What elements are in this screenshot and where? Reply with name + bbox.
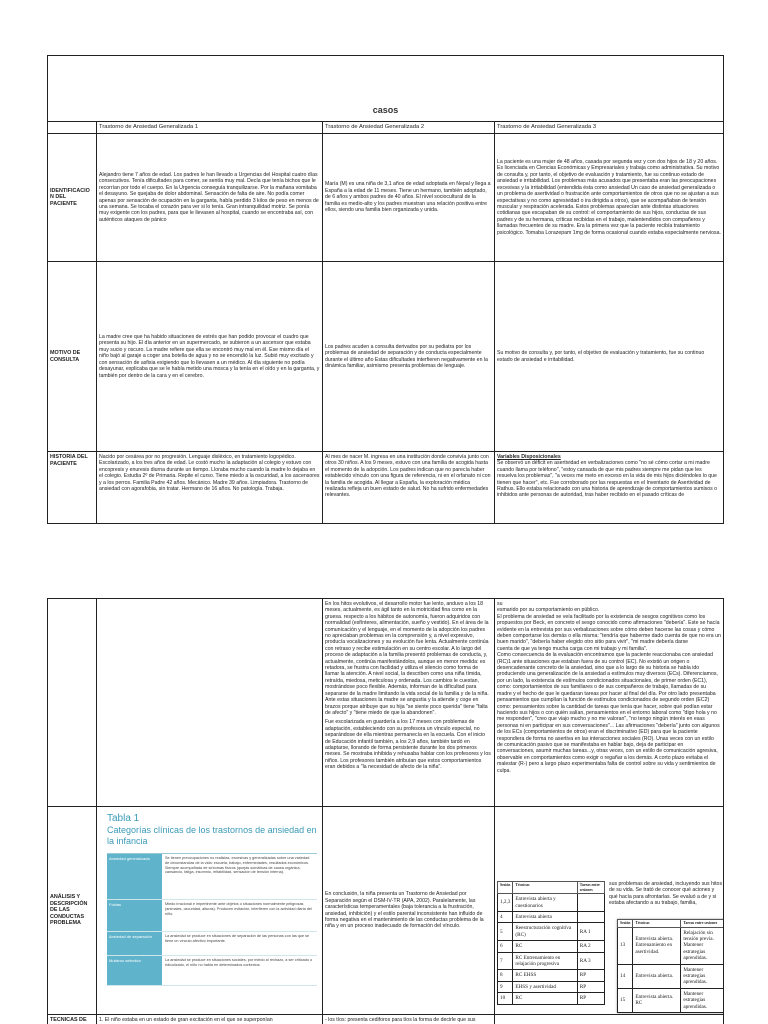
table-1-category: Mutismo selectivo [107,956,162,985]
page-gap [0,560,768,590]
row-label-tecnicas: TECNICAS DE [48,1015,97,1024]
column-header-case-2: Trastorno de Ansiedad Generalizada 2 [323,122,495,134]
table-row: 9 EHSS y asertividad RP [498,981,605,992]
table-row: 5 Reestructuración cognitiva (RC) RA 1 [498,923,605,941]
table-1-category: Fobias [107,900,162,931]
table-1-category: Ansiedad de separación [107,932,162,955]
table-1-description: Se tienen preocupaciones no realistas, excesivas y generalizadas sobre una variedad de circunstancias de la vida: escuela, trabajo, enfermedades, resultados económicos. Siempre acompañada de síntomas físicos (quejas somáticas de causa orgánica, cansancio, fatiga, insomnio, irritabilidad, sensación de tensión interna). [165,856,310,875]
cell-historia-case-3 [495,452,724,524]
table-1-image [99,809,320,1009]
document-page-2 [0,590,768,1024]
cases-table [47,55,724,524]
row-label-identificacion: IDENTIFICACIO N DEL PACIENTE [48,134,97,262]
cell-analisis-case-1 [97,807,323,1015]
table-row: 10 RC RP [498,993,605,1004]
sessions-table-1-header: Tareas entre sesiones [577,882,604,894]
cell-motivo-case-2: Los padres acuden a consulta derivados por su pediatra por los problemas de ansiedad de separación y de conducta especialmente durante el último año Estas dificultades interfieren negativamente en la dinámica familiar, asimismo presenta problemas de lenguaje. [323,262,495,452]
cell-identificacion-case-3: La paciente es una mujer de 48 años, casada por segunda vez y con dos hijos de 18 y 20 años. Es licenciada en Ciencias Económicas y Empresariales y trabaja como administrativa. Su motivo de consulta y, por tanto, el objetivo de evaluación y tratamiento, fue su continuo estado de ansiedad e irritabilidad. Los problemas más acusados que presentaba eran las preocupaciones excesivas y la irritabilidad (entendida ésta como ansiedad Un caso de ansiedad generalizada o un problema de asertividad o frustración ante comportamientos de otros que no se ajustan a sus expectativas y no como agresividad o ira dirigida a otros), que se acompañaban de tensión muscular y respiración acelerada. Estos problemas aparecían ante distintas situaciones cotidianas que escapaban de su control: el comportamiento de sus hijos, conductas de sus padres y de su hermana, críticas recibidas en el trabajo, malentendidos con compañeros y llamadas frecuentes de su madre. Era la primera vez que la paciente recibía tratamiento psicológico. Tomaba Lorazepam 1mg de forma ocasional cuando estaba especialmente nerviosa. [495,134,724,262]
table-row: 6 RC RA 2 [498,941,605,952]
table-1-title: Tabla 1 [107,813,140,824]
cell-historia-cont-case-1 [97,599,323,807]
table-1-row [107,900,317,932]
table-1-grid [107,853,317,986]
table-row: 4 Entrevista abierta [498,912,605,923]
historia-case-3-text: Se observó un déficit en asertividad en verbalizaciones como "no sé cómo cortar a mi madre cuando llama por teléfono", "estoy cansada de que mis padres siempre me pidan que les resuelva los problemas", "a veces me meto en exceso en la vida de mis hijos diciéndoles lo que tienen que hacer", etc. Fue corroborado por las respuestas en el Inventario de Asertividad de Rathus. Ello estaba relacionado con una historia de aprendizaje de comportamientos sumisos o inhibidos ante personas de autoridad, tras haber recibido en el pasado críticas de [497,460,718,499]
sessions-table-2-header: Tareas entre sesiones [681,920,724,928]
cell-tecnicas-case-3 [495,1015,724,1024]
analisis-case-3-text: sus problemas de ansiedad, incluyendo sus hitos de su vida. Se trató de conocer qué aciones y qué hacía para afrontarlas. Se evaluó a de y si estaba afectando a su trabajo, familia, [609,881,723,907]
historia-case-3-subtitle: Variables Disposicionales [497,454,561,460]
corner-cell [48,122,97,134]
row-label-historia: HISTORIA DEL PACIENTE [48,452,97,524]
cell-historia-case-1: Nacido por cesárea por no progresión. Lenguaje disléxico, en tratamiento logopédico. Escolarizado, a los tres años de edad. Le costó mucho la adaptación al colegio y estuvo con encopresis y enuresis diurna durante un tiempo. Lloraba mucho cuando la madre lo dejaba en el colegio. Estudia 2º de Primaria. Repite el curso. Tiene miedo a la oscuridad, a los ascensores y a los perros. Familia Padre 42 años. Mecánico. Madre 39 años. Limpiadora. Trastorno de ansiedad con agorafobia, sin tratar. Hermano de 16 años. No patología. Trabaja. [97,452,323,524]
cases-table-continued [47,598,724,1024]
cell-motivo-case-3: Su motivo de consulta y, por tanto, el objetivo de evaluación y tratamiento, fue su continuo estado de ansiedad e irritabilidad. [495,262,724,452]
table-row: 8 RC EHSS RP [498,970,605,981]
row-label-historia-cont [48,599,97,807]
sessions-table-2 [617,919,724,1013]
cell-tecnicas-case-2: - los tíos: presenta cediforos para tíos la forma de decirle que sus [323,1015,495,1024]
table-row: 13 Entrevista abierta. Entrenamiento en asertividad. Relajación sin tensión previa. Mantener estrategias aprendidas. [618,927,724,964]
cell-analisis-case-3 [495,807,724,1015]
sessions-table-2-header: Sesión [618,920,633,928]
sessions-table-1-header: Sesión [498,882,513,894]
table-1-category: Ansiedad generalizada [107,854,162,899]
historia-cont-case-2-p2: Fue escolarizada en guardería a los 17 meses con problemas de adaptación, estableciendo con su profesora un vínculo especial, no separándose de ella mientras permanecía en la escuela. Con el inicio de Educación infantil también, a los 2,9 años, también tardó en adaptarse, llorando de forma persistente durante los dos primeros meses. Se mostraba inhibida y rehusaba hablar con los profesores y los niños. Los profesores también atribuían que estos comportamientos eran debidos a "la necesidad de afecto de la niña". [325,719,491,771]
table-1-row [107,932,317,956]
historia-cont-case-2-p1: En los hitos evolutivos, el desarrollo motor fue lento, anduvo a los 18 meses, actualmente, es ágil tanto en la motricidad fina como en la gruesa. respecto a los hábitos de autonomía, fueron adquiridos con normalidad (esfínteres, alimentación, sueño y vestido). En el área de la comunicación y el lenguaje, en el momento de la adopción los padres no apreciaban problemas en la comprensión y, a nivel expresivo, producía vocalizaciones y su evolución fue lenta. Actualmente continúa con retraso y recibe estimulación en su centro escolar. A lo largo del proceso de adaptación a la familia presentó problemas de conducta, y, actualmente, continúa manifestándolos, aunque en menor medida: es retadora, se frustra con facilidad y utiliza el silencio como forma de llamar la atención. A nivel social, la describen como una niña tímida, retraída, miedosa, meticulosa y ordenada. Los cambios le cuestan, mostrándose poco flexible. Además, informan de la dificultad para separarse de la madre limitando la vida social de la familia y de la niña. Ante estas situaciones la madre se angustia y la atiende y coge en brazos porque atribuye que su hija "se siente poco querida" tiene "falta de afecto" y "tiene miedo de que la abandonen". [325,601,489,716]
table-1-description: La ansiedad se produce en situaciones sociales, por miedo al rechazo, a ser criticado o ridiculizado, el niño no habla en determinados contextos. [165,958,313,967]
table-row: 15 Entrevista abierta. RC Mantener estrategias aprendidas. [618,988,724,1012]
column-header-case-1: Trastorno de Ansiedad Generalizada 1 [97,122,323,134]
cell-analisis-case-2: En conclusión, la niña presenta un Trastorno de Ansiedad por Separación según el DSM-IV-TR (APA, 2002). Paralelamente, las características temperamentales (baja tolerancia a la frustración, ansiedad, inhibición) y el estilo parental inconsistente han influido de forma negativa en el mantenimiento de las conductas problema de la niña y en un proceso inadecuado de formación del vínculo. [323,807,495,1015]
row-label-motivo: MOTIVO DE CONSULTA [48,262,97,452]
table-row: 1,2,3 Entrevista abierta y cuestionarios [498,894,605,912]
cell-tecnicas-case-1: 1. El niño estaba en un estado de gran excitación en el que se superponían [97,1015,323,1024]
sessions-table-1 [497,881,605,1005]
column-header-case-3: Trastorno de Ansiedad Generalizada 3 [495,122,724,134]
table-1-row [107,956,317,986]
cell-motivo-case-1: La madre cree que ha habido situaciones de estrés que han podido provocar el cuadro que presenta su hijo. El día anterior en un supermercado, se subieron a un ascensor que estaba muy sucio y oscuro. La madre refiere que ella se encontró muy mal en él. Ese mismo día el niño bajó al garaje a coger una botella de agua y no se encendió la luz. Subió muy excitado y con sensación de asfixia exigiendo que lo llevasen a un médico. Al día siguiente no podía desayunar, explicaba que se le había metido una mosca y la tenía en el oído y en la garganta, y también por dentro de la cara y en el cerebro. [97,262,323,452]
table-1-subtitle: Categorías clínicas de los trastornos de ansiedad en la infancia [107,825,317,846]
cell-historia-case-2: Al mes de nacer M. ingresa en una institución donde convivía junto con otros 30 niños. A los 9 meses, estuvo con una familia de acogida hasta el momento de la adopción. Los padres indican que no parecía haber establecido vínculo con una figura de referencia, ni en el orfanato ni con la familia de acogida. Al llegar a España, la exploración médica realizada refleja un buen estado de salud. No ha sufrido enfermedades relevantes. [323,452,495,524]
table-1-description: La ansiedad se produce en situaciones de separación de las personas con las que se tiene un vínculo afectivo importante. [165,934,310,943]
table-1-row [107,854,317,900]
cell-identificacion-case-2: María (M) es una niña de 3,1 años de edad adoptada en Nepal y llega a España a la edad de 11 meses. Tiene un hermano, también adoptado, de 6 años y ambos padres de 40 años. El nivel sociocultural de la familia es medio-alto y los padres muestran una relación positiva entre ellos, siendo una familia bien organizada y unida. [323,134,495,262]
row-label-analisis: ANÁLISIS Y DESCRIPCIÓN DE LAS CONDUCTAS PROBLEMA [48,807,97,1015]
cell-historia-cont-case-2 [323,599,495,807]
table-title: casos [48,56,724,122]
sessions-area [497,881,721,1011]
table-1-description: Miedo irracional e impertinente ante objetos o situaciones normalmente peligrosas (animales, oscuridad, alturas). Producen evitación, interfieren con la actividad diaria del niño. [165,902,312,916]
table-row: 7 RC Entrenamiento en relajación progresiva RA 3 [498,952,605,970]
cell-historia-cont-case-3: su esmarido por su comportamiento en público. El problema de ansiedad se veía facilitado por la existencia de sesgos cognitivos como los propuestos por Beck, en concreto el sesgo conocido como afirmaciones "debería". Este se hacía evidente en la entrevista por sus verbalizaciones sobre cómo deben hacerse las cosas y cómo deben comportarse los demás o ella misma: "tendría que haberme dado cuenta de que no era un buen marido", "debería haber elegido otro sitio para vivir", "mi madre debería darse cuenta de que ya tengo mucha carga con mi trabajo y mi familia". Como consecuencia de la evaluación encontramos que la paciente reaccionaba con ansiedad (RC)1 ante situaciones que estaban fuera de su control (EC). No existió un origen o desencadenante concreto de la ansiedad, sino que a lo largo de su historia se había ido produciendo una generalización de la ansiedad a estímulos muy diversos (ECs). Diferenciamos, por un lado, la existencia de estímulos condicionados situacionales, de primer orden (EC1), como: comportamientos de sus familiares o de sus compañeros de trabajo, llamadas de su madre y el hecho de que le quedaran tareas por hacer al final del día. Por otro lado presentaba pensamientos que cumplían la función de estímulos condicionados de segundo orden (EC2) como: pensamientos sobre la cantidad de tareas que tenía que hacer, sobre qué podían estar haciendo sus hijos o con quién salían, pensamientos en el entorno laboral como "digo hola y no me responden", "creo que viajo mucho y no me valoran", "no tengo ningún interés en esas personas ni en participar en sus conversaciones"... Las afirmaciones "debería" junto con algunos de los ECs (comportamientos de otros) eran el discriminativo (ED) para que la paciente respondiera de forma no asertiva en las interacciones sociales (RO). Unas veces con un estilo de comunicación pasivo que se manifestaba en hablar bajo, deja de participar en conversaciones, asumir muchas tareas...y, otras veces, con un estilo de comunicación agresiva, observable en comportamientos como exigir o regañar a los demás. A corto plazo evitaba el malestar (R-) pero a largo plazo experimentaba falta de control sobre su vida y sentimientos de culpa. [495,599,724,807]
sessions-table-1-header: Técnicas [513,882,577,894]
table-row: 14 Entrevista abierta. Mantener estrategias aprendidas. [618,964,724,988]
sessions-table-2-header: Técnicas [633,920,681,928]
cell-identificacion-case-1: Alejandro tiene 7 años de edad. Los padres le han llevado a Urgencias del Hospital cuatro días consecutivos. Tenía dificultades para comer, se sentía muy mal. Decía que tenía bichos que le recorrían por todo el cuerpo. En la Urgencia conseguía tranquilizarse. Por la mañana vomitaba el desayuno. Se quejaba de dolor abdominal. Sensación de falta de aire. No podía comer apenas por sensación de ocupación en la garganta, había perdido 3 kilos de peso en menos de una semana. Se tocaba el corazón para ver si lo tenía. Gran intranquilidad motriz. Se ponía muy exigente con los padres, para que le llevasen al hospital, cuando se encontraba así, con auténticos ataques de pánico [97,134,323,262]
